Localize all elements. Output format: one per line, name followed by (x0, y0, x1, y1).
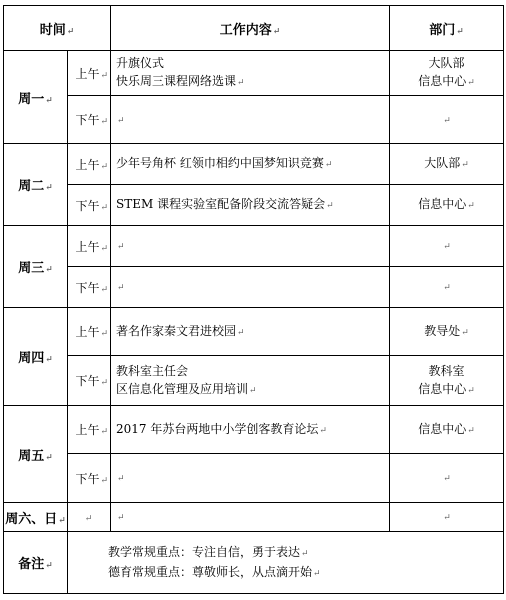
day-label-wed: 周三↵ (4, 226, 68, 308)
notes-line: 德育常规重点：尊敬师长，从点滴开始↵ (108, 564, 321, 579)
day-label-thu: 周四↵ (4, 308, 68, 406)
content-cell: ↵ (111, 96, 390, 144)
header-content: 工作内容↵ (111, 6, 390, 51)
content-cell: ↵ (111, 267, 390, 308)
period-am: 上午↵ (68, 406, 111, 454)
content-cell (111, 51, 390, 96)
notes-line: 教学常规重点：专注自信，勇于表达↵ (108, 544, 309, 559)
content-cell: 著名作家秦文君进校园↵ (111, 308, 390, 356)
period-am: 上午↵ (68, 226, 111, 267)
content-cell: 少年号角杯 红领巾相约中国梦知识竞赛↵ (111, 144, 390, 185)
period-pm: 下午↵ (68, 185, 111, 226)
notes-content (68, 532, 504, 594)
notes-label: 备注↵ (4, 532, 68, 594)
table-row (4, 406, 504, 454)
table-row (4, 144, 504, 185)
table-row (4, 96, 504, 144)
header-dept: 部门↵ (390, 6, 504, 51)
dept-cell: ↵ (390, 454, 504, 503)
dept-cell: ↵ (390, 96, 504, 144)
day-label-mon: 周一↵ (4, 51, 68, 144)
table-row (4, 226, 504, 267)
period-pm: 下午↵ (68, 454, 111, 503)
table-row (4, 356, 504, 406)
period-pm: 下午↵ (68, 96, 111, 144)
period-am: 上午↵ (68, 308, 111, 356)
dept-line: 信息中心↵ (418, 381, 475, 396)
notes-row (4, 532, 504, 594)
content-line: 升旗仪式 (116, 56, 165, 70)
dept-cell: 信息中心↵ (390, 185, 504, 226)
day-label-weekend: 周六、日↵ (4, 503, 68, 532)
period-pm: 下午↵ (68, 267, 111, 308)
table-row (4, 51, 504, 96)
content-cell: 2017 年苏台两地中小学创客教育论坛↵ (111, 406, 390, 454)
table-row (4, 454, 504, 503)
content-cell: ↵ (111, 454, 390, 503)
period-am: 上午↵ (68, 144, 111, 185)
content-cell: STEM 课程实验室配备阶段交流答疑会↵ (111, 185, 390, 226)
dept-cell (390, 356, 504, 406)
content-cell: ↵ (111, 503, 390, 532)
period-empty: ↵ (68, 503, 111, 532)
dept-line: 信息中心↵ (418, 74, 475, 88)
dept-cell: 信息中心↵ (390, 406, 504, 454)
dept-cell: ↵ (390, 226, 504, 267)
weekly-schedule-table (3, 5, 504, 594)
header-time: 时间↵ (4, 6, 111, 51)
dept-cell: 教导处↵ (390, 308, 504, 356)
content-line: 区信息化管理及应用培训↵ (116, 381, 257, 396)
day-label-fri: 周五↵ (4, 406, 68, 503)
header-row (4, 6, 504, 51)
dept-cell: 大队部↵ (390, 144, 504, 185)
period-pm: 下午↵ (68, 356, 111, 406)
table-row (4, 503, 504, 532)
table-row (4, 267, 504, 308)
period-am: 上午↵ (68, 51, 111, 96)
dept-cell (390, 51, 504, 96)
day-label-tue: 周二↵ (4, 144, 68, 226)
dept-line: 教科室 (428, 363, 465, 378)
content-cell: ↵ (111, 226, 390, 267)
dept-cell: ↵ (390, 267, 504, 308)
content-line: 快乐周三课程网络选课↵ (116, 74, 245, 88)
dept-line: 大队部 (428, 56, 465, 70)
table-row (4, 308, 504, 356)
dept-cell: ↵ (390, 503, 504, 532)
content-cell (111, 356, 390, 406)
table-row (4, 185, 504, 226)
content-line: 教科室主任会 (116, 363, 189, 378)
